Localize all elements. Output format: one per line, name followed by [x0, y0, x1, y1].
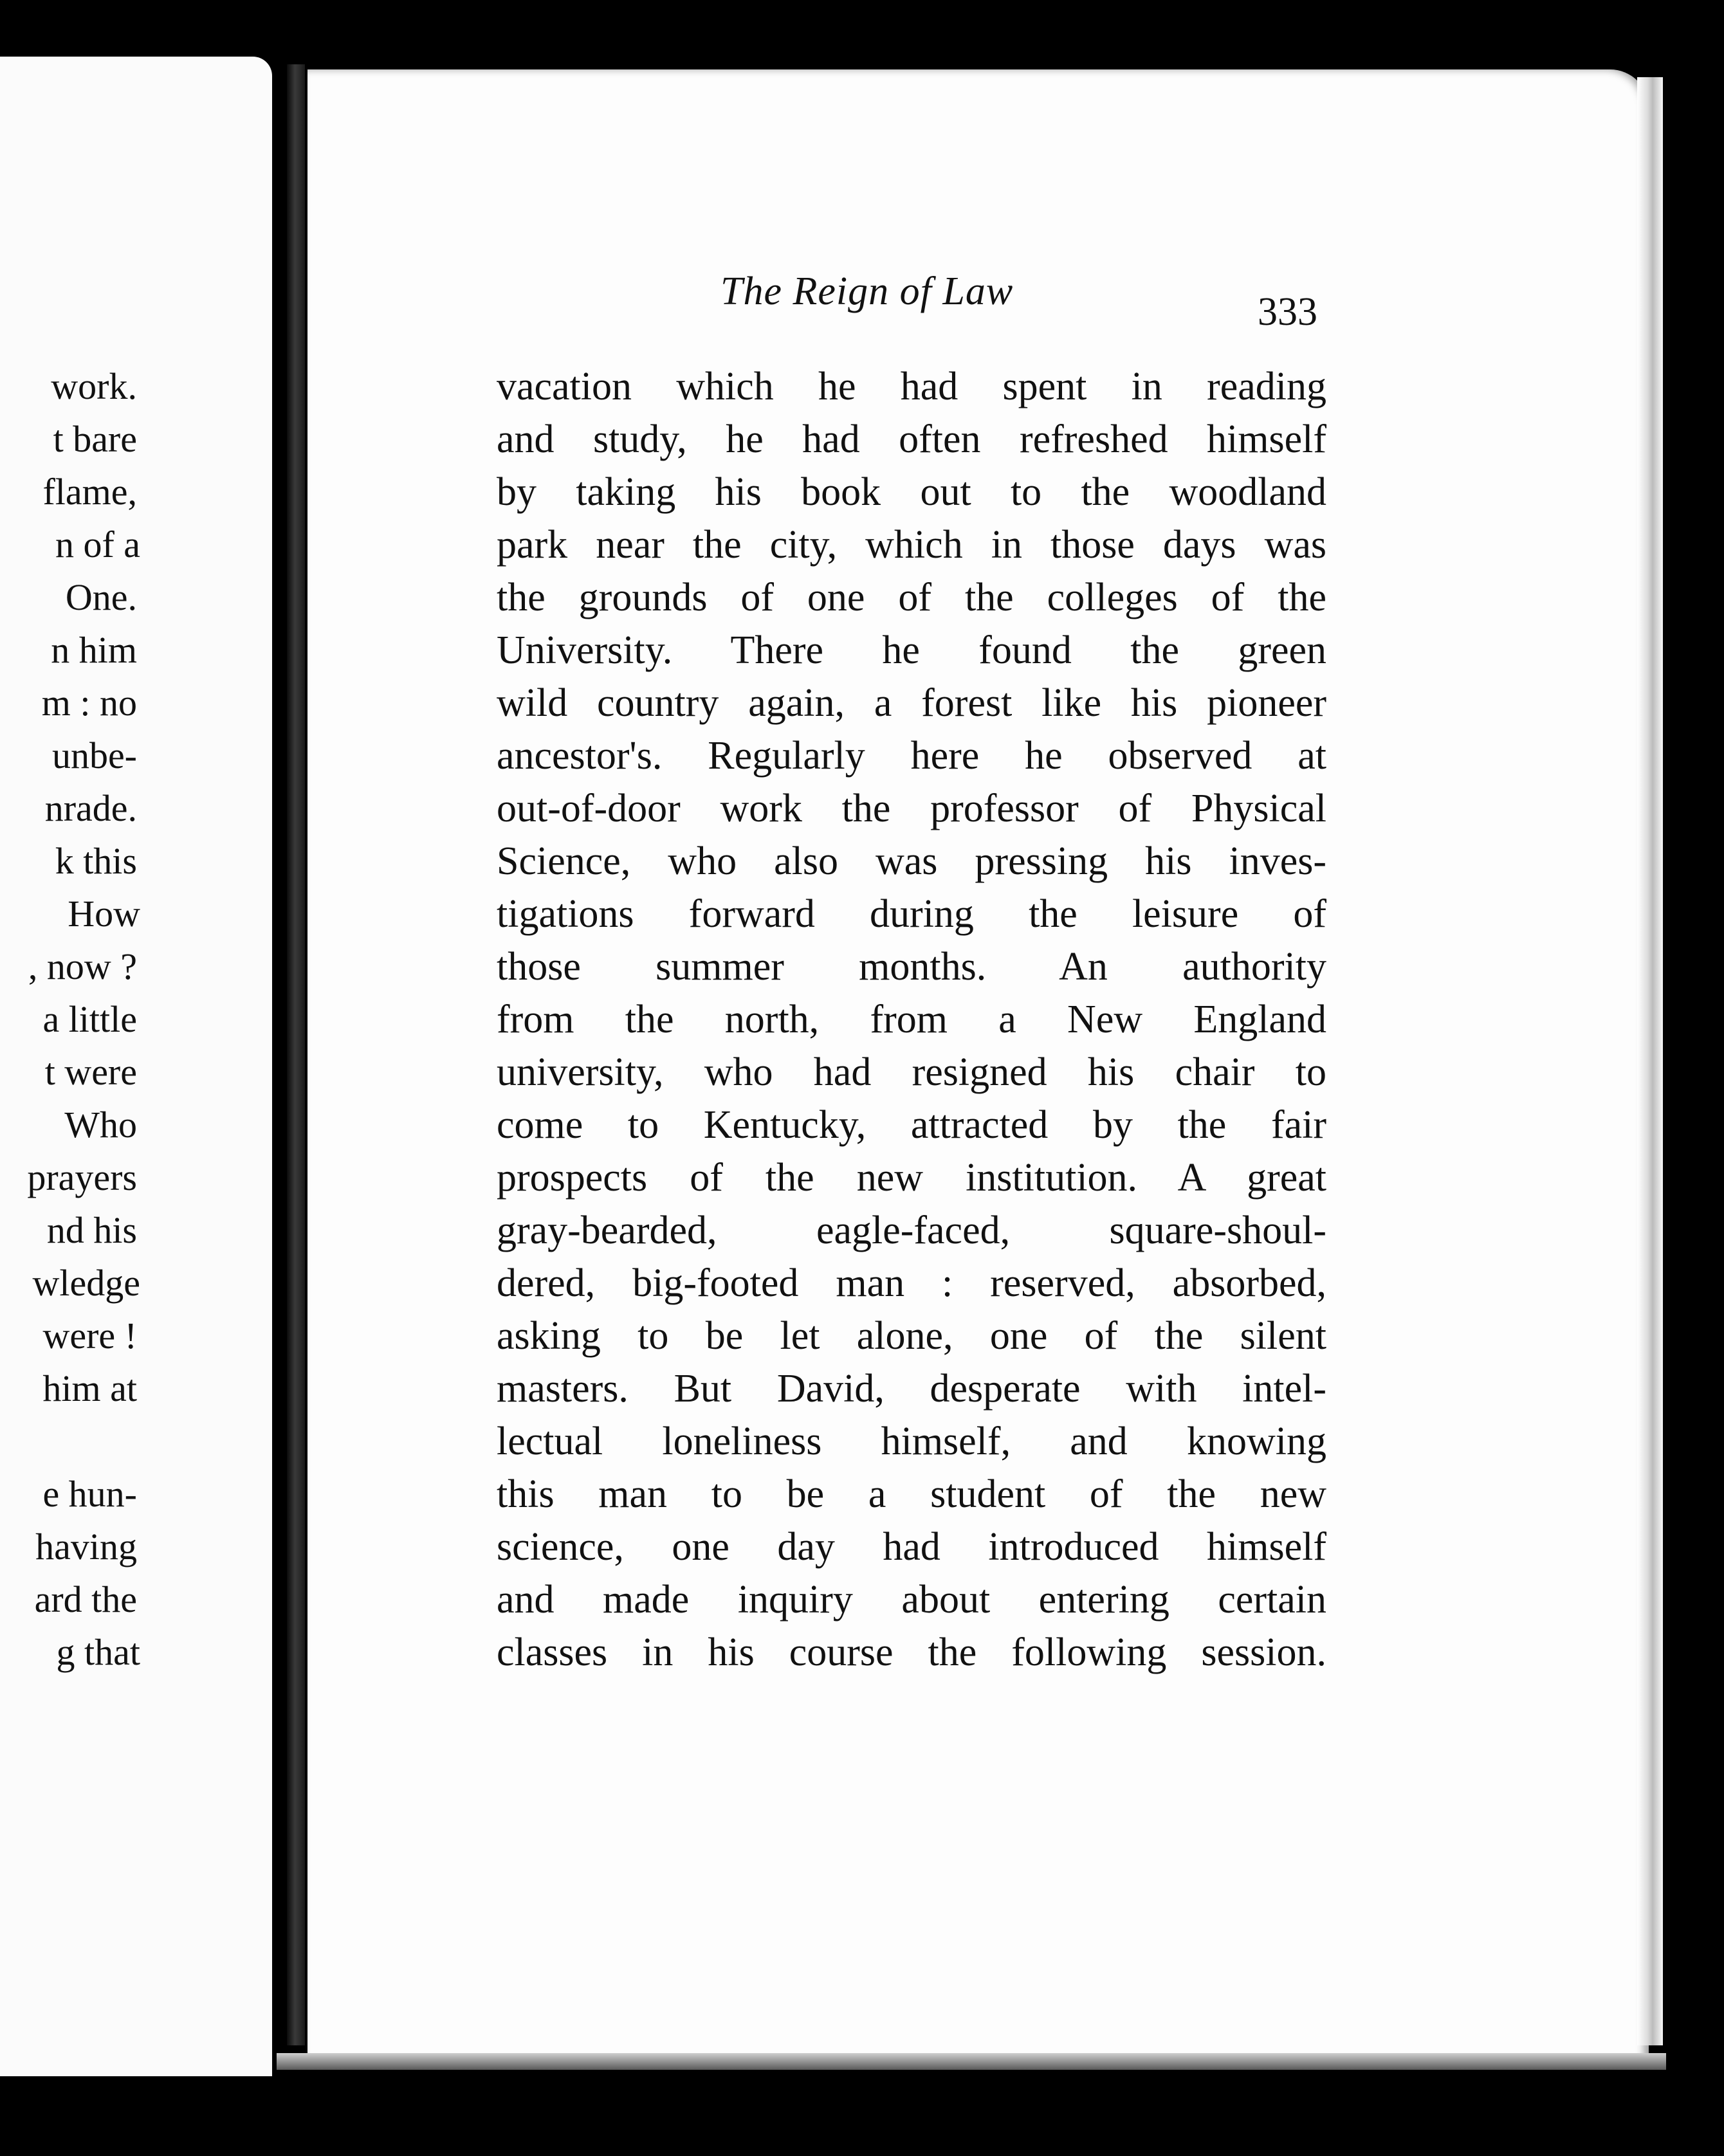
text-line: those summer months. An authority — [497, 945, 1326, 989]
text-line: prospects of the new institution. A great — [497, 1156, 1326, 1200]
facing-page-fragment: n him — [51, 629, 137, 671]
facing-page-fragment: were ! — [42, 1315, 137, 1357]
facing-page-fragment: t were — [44, 1051, 137, 1093]
facing-page-fragment: m : no — [41, 682, 137, 724]
facing-page-fragment: flame, — [42, 471, 137, 513]
facing-page-fragment: him at — [42, 1367, 137, 1409]
text-line: science, one day had introduced himself — [497, 1525, 1326, 1569]
text-line: masters. But David, desperate with intel- — [497, 1367, 1326, 1411]
facing-page-fragment: t bare — [53, 418, 137, 460]
facing-page-fragment: work. — [51, 365, 137, 407]
text-line: come to Kentucky, attracted by the fair — [497, 1103, 1326, 1147]
book-gutter — [287, 64, 305, 2045]
text-line: and study, he had often refreshed himself — [497, 417, 1326, 461]
text-line: the grounds of one of the colleges of the — [497, 576, 1326, 619]
text-line: from the north, from a New England — [497, 998, 1326, 1041]
text-line: by taking his book out to the woodland — [497, 470, 1326, 514]
facing-page-fragment: wledge — [32, 1262, 140, 1304]
facing-page-fragment: a little — [42, 998, 137, 1040]
text-line: tigations forward during the leisure of — [497, 892, 1326, 936]
text-line: asking to be let alone, one of the silent — [497, 1314, 1326, 1358]
facing-page-fragment: having — [35, 1526, 137, 1567]
text-line: park near the city, which in those days was — [497, 523, 1326, 567]
text-line: out-of-door work the professor of Physical — [497, 787, 1326, 830]
facing-page-fragment: One. — [65, 576, 137, 618]
text-line: gray-bearded, eagle-faced, square-shoul- — [497, 1209, 1326, 1252]
text-line: ancestor's. Regularly here he observed at — [497, 734, 1326, 778]
facing-page-fragment: nd his — [46, 1209, 137, 1251]
text-line: classes in his course the following session. — [497, 1631, 1326, 1674]
facing-page-fragment: How — [68, 893, 140, 935]
facing-page-fragment: ard the — [34, 1578, 137, 1620]
facing-page-fragment: unbe- — [51, 735, 137, 776]
text-line: dered, big-footed man : reserved, absorbed, — [497, 1261, 1326, 1305]
facing-page-fragment: prayers — [27, 1156, 137, 1198]
page-body-text — [497, 360, 1326, 1679]
text-line: wild country again, a forest like his pioneer — [497, 681, 1326, 725]
page-edge — [1637, 77, 1663, 2045]
facing-page-fragment: nrade. — [44, 787, 137, 829]
facing-page-fragment: g that — [56, 1631, 140, 1673]
facing-page — [0, 57, 272, 2076]
facing-page-fragment: , now ? — [28, 946, 137, 987]
running-title: The Reign of Law — [720, 270, 1014, 313]
text-line: University. There he found the green — [497, 628, 1326, 672]
page-bottom-edge — [277, 2053, 1666, 2070]
text-line: and made inquiry about entering certain — [497, 1578, 1326, 1622]
page-number: 333 — [1258, 290, 1317, 334]
text-line: vacation which he had spent in reading — [497, 365, 1326, 408]
text-line: Science, who also was pressing his inves- — [497, 839, 1326, 883]
facing-page-fragment: e hun- — [42, 1473, 137, 1515]
text-line: this man to be a student of the new — [497, 1472, 1326, 1516]
text-line: university, who had resigned his chair to — [497, 1050, 1326, 1094]
facing-page-fragment: n of a — [55, 524, 140, 565]
facing-page-fragment: Who — [64, 1104, 137, 1146]
text-line: lectual loneliness himself, and knowing — [497, 1420, 1326, 1463]
facing-page-fragment: k this — [55, 840, 137, 882]
